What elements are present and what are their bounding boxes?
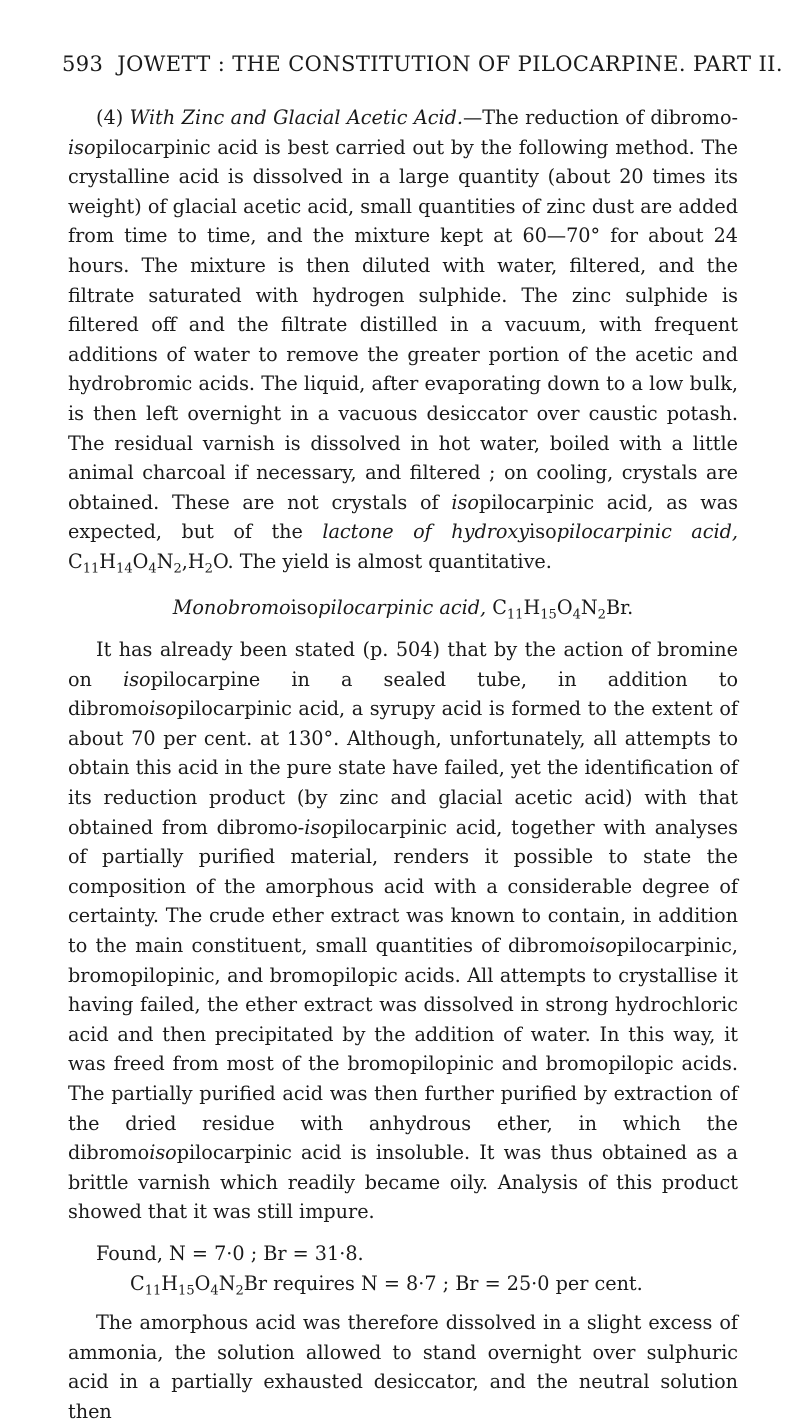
- paragraph-amorphous: The amorphous acid was therefore dissolved in a slight excess of ammonia, the solution allowed to stand overnight over sulphuric acid in a partially exhausted desiccator, and the neutral solution then: [68, 1311, 738, 1423]
- spacer: [68, 1227, 738, 1239]
- page-number: 593: [62, 52, 104, 76]
- running-title: JOWETT : THE CONSTITUTION OF PILOCARPINE. PART II.: [117, 52, 783, 76]
- analysis-requires: $C_{11}H_{15}O_4N_2Br$ requires N = 8·7 ; Br = 25·0 per cent.: [130, 1271, 643, 1299]
- body-text: [68, 103, 738, 1427]
- formula-analysis: $C_{11}H_{15}O_4N_2Br$: [130, 1271, 268, 1299]
- lactone-name: lactone of hydroxyisopilocarpinic acid,: [322, 520, 738, 544]
- formula-heading: $C_{11}H_{15}O_4N_2Br$.: [486, 595, 634, 623]
- paragraph-zinc-reduction: (4) With Zinc and Glacial Acetic Acid.—The reduction of dibromo-isopilocarpinic acid is best carried out by the following method. The crystalline acid is dissolved in a large quantity (about 20 times its weight) of glacial acetic acid, small quantities of zinc dust are added from time to time, and the mixture kept at 60—70° for about 24 hours. The mixture is then diluted with water, filtered, and the filtrate saturated with hydrogen sulphide. The zinc sulphide is filtered off and the filtrate distilled in a vacuum, with frequent additions of water to remove the greater portion of the acetic and hydrobromic acids. The liquid, after evaporating down to a low bulk, is then left overnight in a vacuous desiccator over caustic potash. The residual varnish is dissolved in hot water, boiled with a little animal charcoal if necessary, and filtered ; on cooling, crystals are obtained. These are not crystals of isopilocarpinic acid, as was expected, but of the lactone of hydroxyisopilocarpinic acid, $C_{11}H_{14}O_4N_2,H_2O$. The yield is almost quantitative.: [68, 106, 738, 577]
- section-title: With Zinc and Glacial Acetic Acid.: [129, 106, 464, 129]
- paragraph-monobromo: It has already been stated (p. 504) that by the action of bromine on isopilocarpine in a sealed tube, in addition to dibromoisopilocarpinic acid, a syrupy acid is formed to the extent of about 70 per cent. at 130°. Although, unfortunately, all attempts to obtain this acid in the pure state have failed, yet the identification of its reduction product (by zinc and glacial acetic acid) with that obtained from dibromo-isopilocarpinic acid, together with analyses of partially purified material, renders it possible to state the composition of the amorphous acid with a considerable degree of certainty. The crude ether extract was known to contain, in addition to the main constituent, small quantities of dibromoisopilocarpinic, bromopilopinic, and bromopilopic acids. All attempts to crystallise it having failed, the ether extract was dissolved in strong hydrochloric acid and then precipitated by the addition of water. In this way, it was freed from most of the bromopilopinic and bromopilopic acids. The partially purified acid was then further purified by extraction of the dried residue with anhydrous ether, in which the dibromoisopilocarpinic acid is insoluble. It was thus obtained as a brittle varnish which readily became oily. Analysis of this product showed that it was still impure.: [68, 638, 738, 1224]
- formula-lactone: $C_{11}H_{14}O_4N_2,H_2O$.: [68, 549, 234, 577]
- section-heading: Monobromoisopilocarpinic acid, $C_{11}H_{15}O_4N_2Br$.: [172, 595, 634, 623]
- running-head: [62, 52, 783, 76]
- analysis-found: Found, N = 7·0 ; Br = 31·8.: [96, 1241, 364, 1265]
